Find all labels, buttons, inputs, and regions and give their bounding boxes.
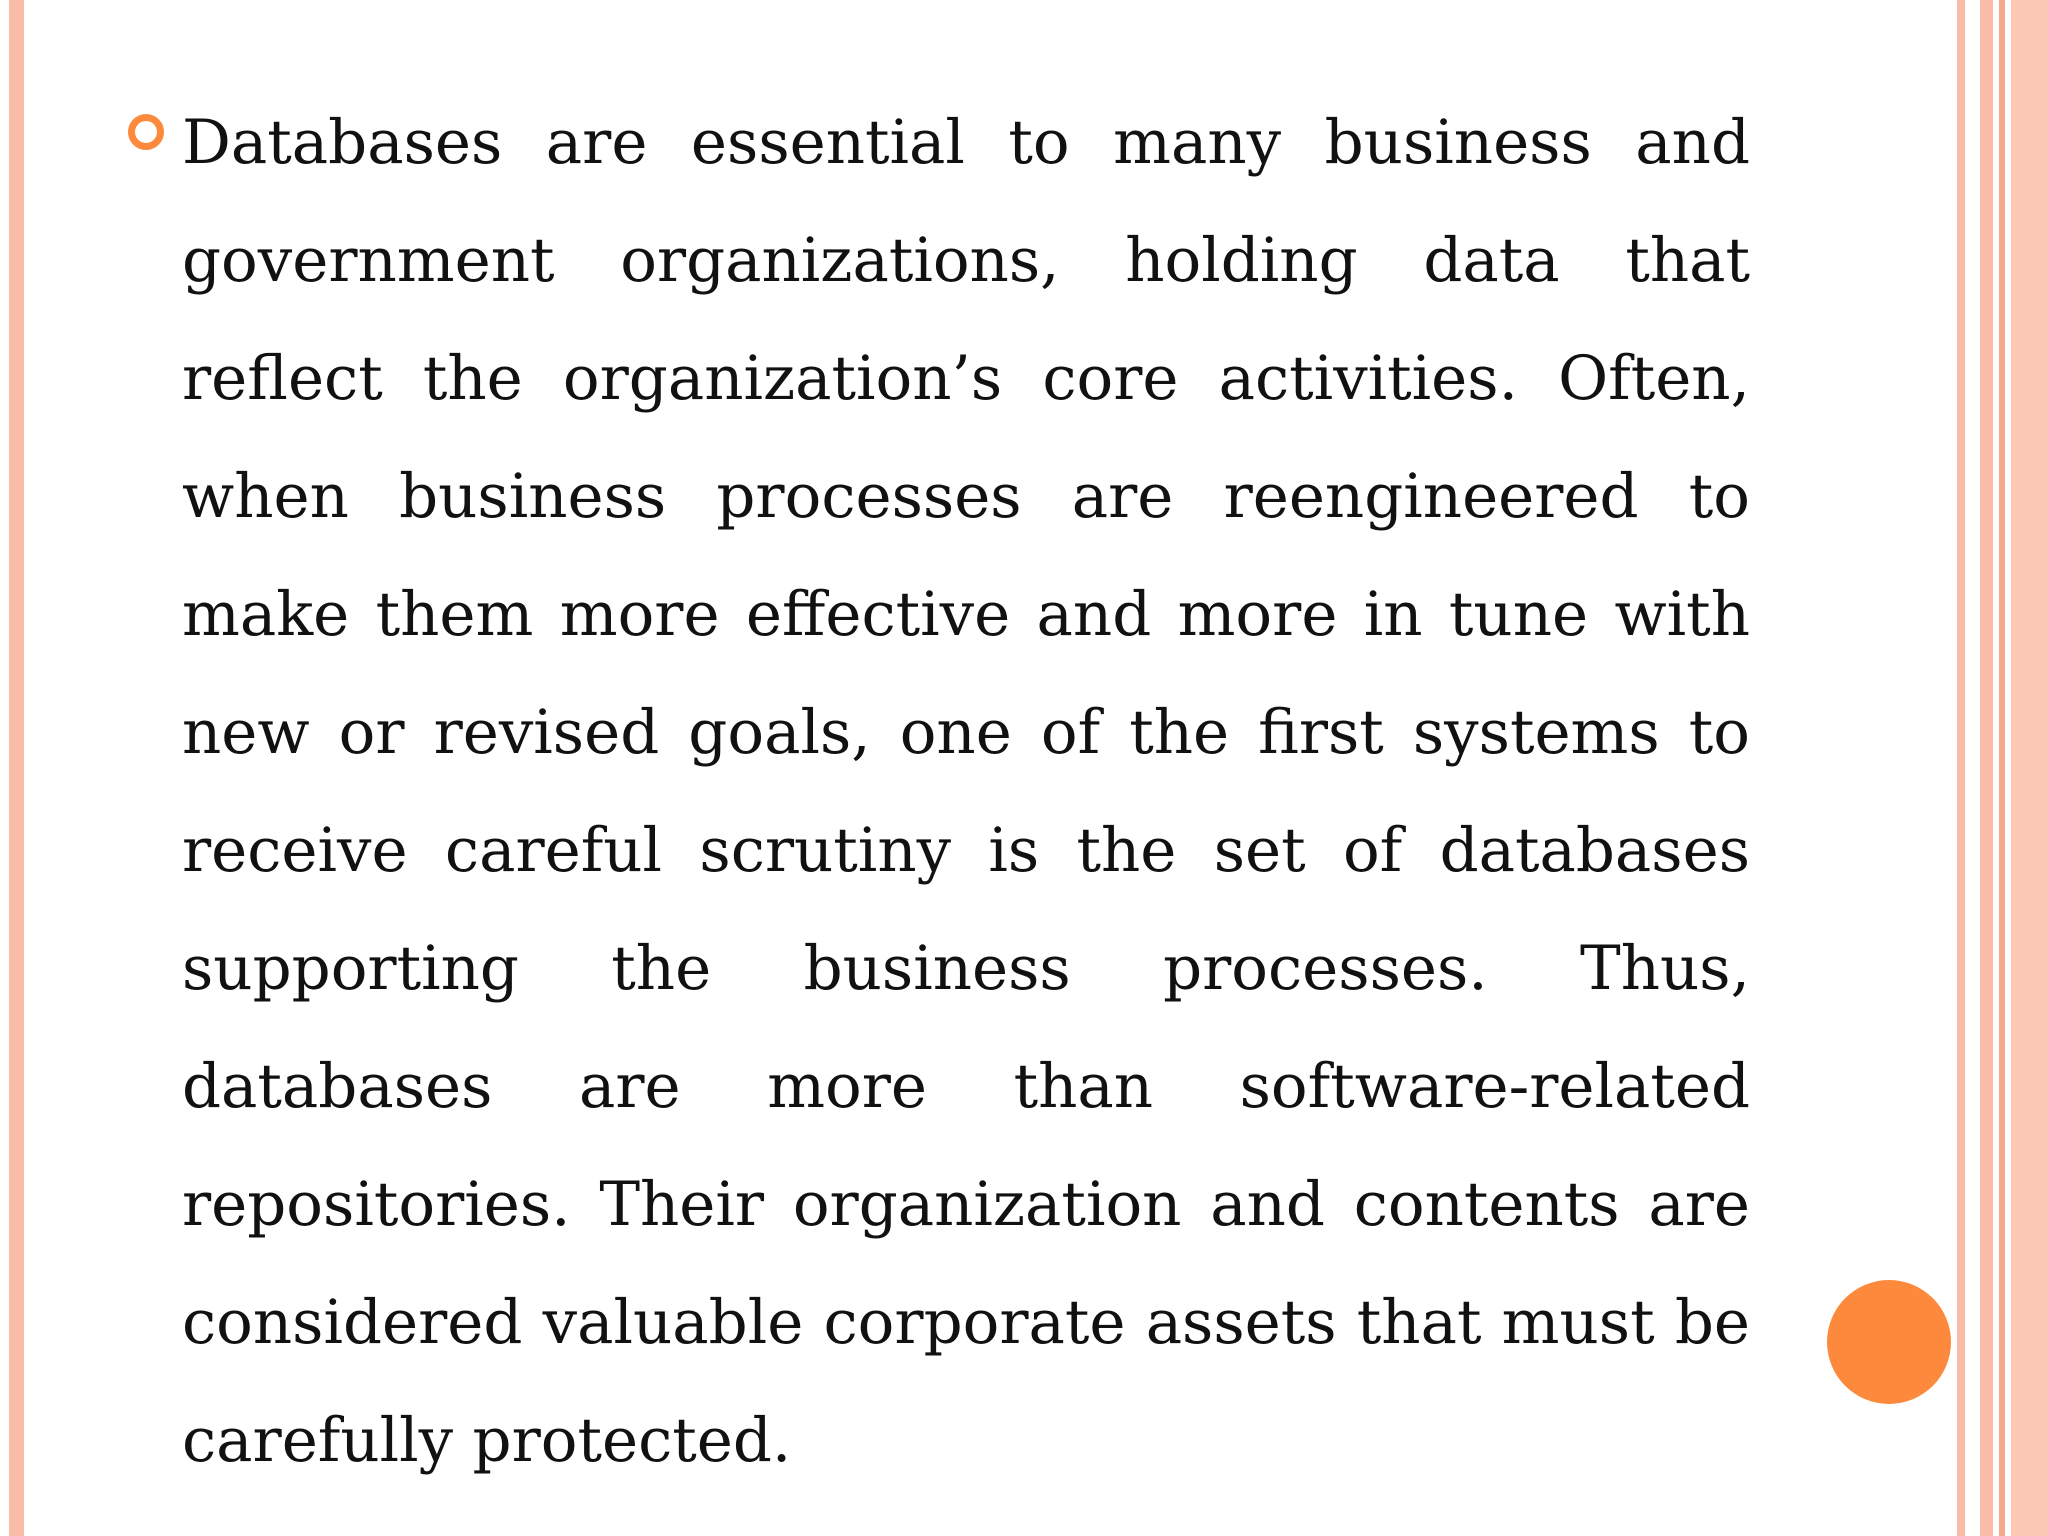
right-decorative-stripe: [1999, 0, 2005, 1536]
left-decorative-stripe: [9, 0, 24, 1536]
orange-circle-decoration: [1827, 1280, 1951, 1404]
right-decorative-stripe: [1957, 0, 1965, 1536]
right-decorative-stripe: [2011, 0, 2048, 1536]
bullet-paragraph: Databases are essential to many business and government organizations, holding data that reflect the organization’s core activities. Often, when business processes are reengineered to make them more effective and more in tune with new or revised goals, one of the first systems to receive careful scrutiny is the set of databases supporting the business processes. Thus, databases are more than software-related repositories. Their organization and contents are considered valuable corporate assets that must be carefully protected.: [182, 107, 1750, 1476]
right-decorative-stripe: [1980, 0, 1993, 1536]
hollow-circle-bullet-icon: [128, 114, 164, 150]
